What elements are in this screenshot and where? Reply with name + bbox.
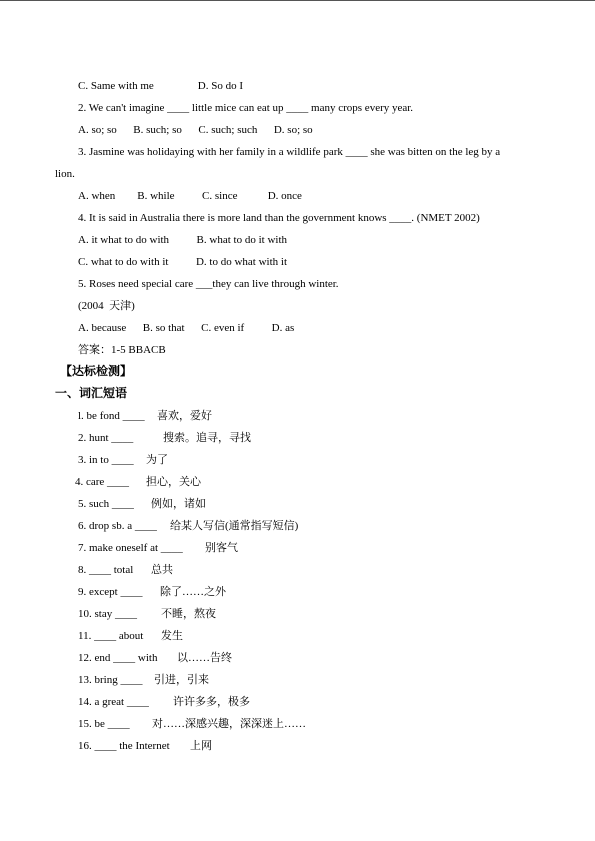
answer-key: 答案：1-5 BBACB [78, 344, 166, 356]
q3-options: A. when B. while C. since D. once [78, 190, 302, 202]
vocab-prompt: 10. stay ____ [78, 608, 137, 620]
vocab-prompt: 15. be ____ [78, 718, 130, 730]
vocab-meaning: 发生 [161, 630, 183, 642]
q1-options: C. Same with me D. So do I [78, 80, 243, 92]
vocab-meaning: 上网 [190, 740, 212, 752]
vocab-prompt: 2. hunt ____ [78, 432, 134, 444]
q4-text: 4. It is said in Australia there is more land than the government knows ____. (NMET 2002) [78, 212, 480, 224]
section-subtitle: 一、词汇短语 [55, 386, 128, 400]
vocab-prompt: 4. care ____ [75, 476, 130, 488]
vocab-prompt: 3. in to ____ [78, 454, 134, 466]
vocab-meaning: 总共 [151, 564, 173, 576]
q4-options-2: C. what to do with it D. to do what with it [78, 256, 287, 268]
vocab-meaning: 搜索。追寻，寻找 [163, 432, 251, 444]
q4-options-1: A. it what to do with B. what to do it with [78, 234, 287, 246]
page-top-border [0, 0, 595, 1]
q5-text: 5. Roses need special care ___they can live through winter. [78, 278, 339, 290]
vocab-prompt: 9. except ____ [78, 586, 143, 598]
vocab-meaning: 为了 [146, 454, 168, 466]
section-title: 【达标检测】 [60, 364, 133, 378]
vocab-meaning: 别客气 [205, 542, 238, 554]
vocab-meaning: 许许多多，极多 [173, 696, 250, 708]
q3-text: 3. Jasmine was holidaying with her family in a wildlife park ____ she was bitten on the leg by a [78, 146, 501, 158]
vocab-meaning: 给某人写信(通常指写短信) [170, 520, 299, 532]
vocab-prompt: 6. drop sb. a ____ [78, 520, 157, 532]
q5-source: (2004 天津) [78, 300, 135, 312]
vocab-meaning: 担心，关心 [146, 476, 201, 488]
vocab-prompt: 14. a great ____ [78, 696, 149, 708]
vocab-prompt: 11. ____ about [78, 630, 144, 642]
vocab-prompt: 12. end ____ with [78, 652, 158, 664]
q2-text: 2. We can't imagine ____ little mice can eat up ____ many crops every year. [78, 102, 414, 114]
vocab-meaning: 例如，诸如 [151, 498, 206, 510]
vocab-prompt: l. be fond ____ [78, 410, 145, 422]
vocab-meaning: 以……告终 [177, 652, 232, 664]
vocab-meaning: 不睡，熬夜 [161, 608, 216, 620]
vocab-meaning: 喜欢，爱好 [157, 410, 212, 422]
q5-options: A. because B. so that C. even if D. as [78, 322, 295, 334]
vocab-prompt: 8. ____ total [78, 564, 134, 576]
q2-options: A. so; so B. such; so C. such; such D. so; so [78, 124, 313, 136]
q3-text-cont: lion. [55, 168, 75, 180]
vocab-meaning: 除了……之外 [160, 586, 226, 598]
vocab-prompt: 13. bring ____ [78, 674, 143, 686]
vocab-prompt: 7. make oneself at ____ [78, 542, 183, 554]
vocab-prompt: 16. ____ the Internet [78, 740, 170, 752]
vocab-prompt: 5. such ____ [78, 498, 134, 510]
vocab-meaning: 对……深感兴趣，深深迷上…… [152, 718, 306, 730]
vocab-meaning: 引进，引来 [154, 674, 209, 686]
